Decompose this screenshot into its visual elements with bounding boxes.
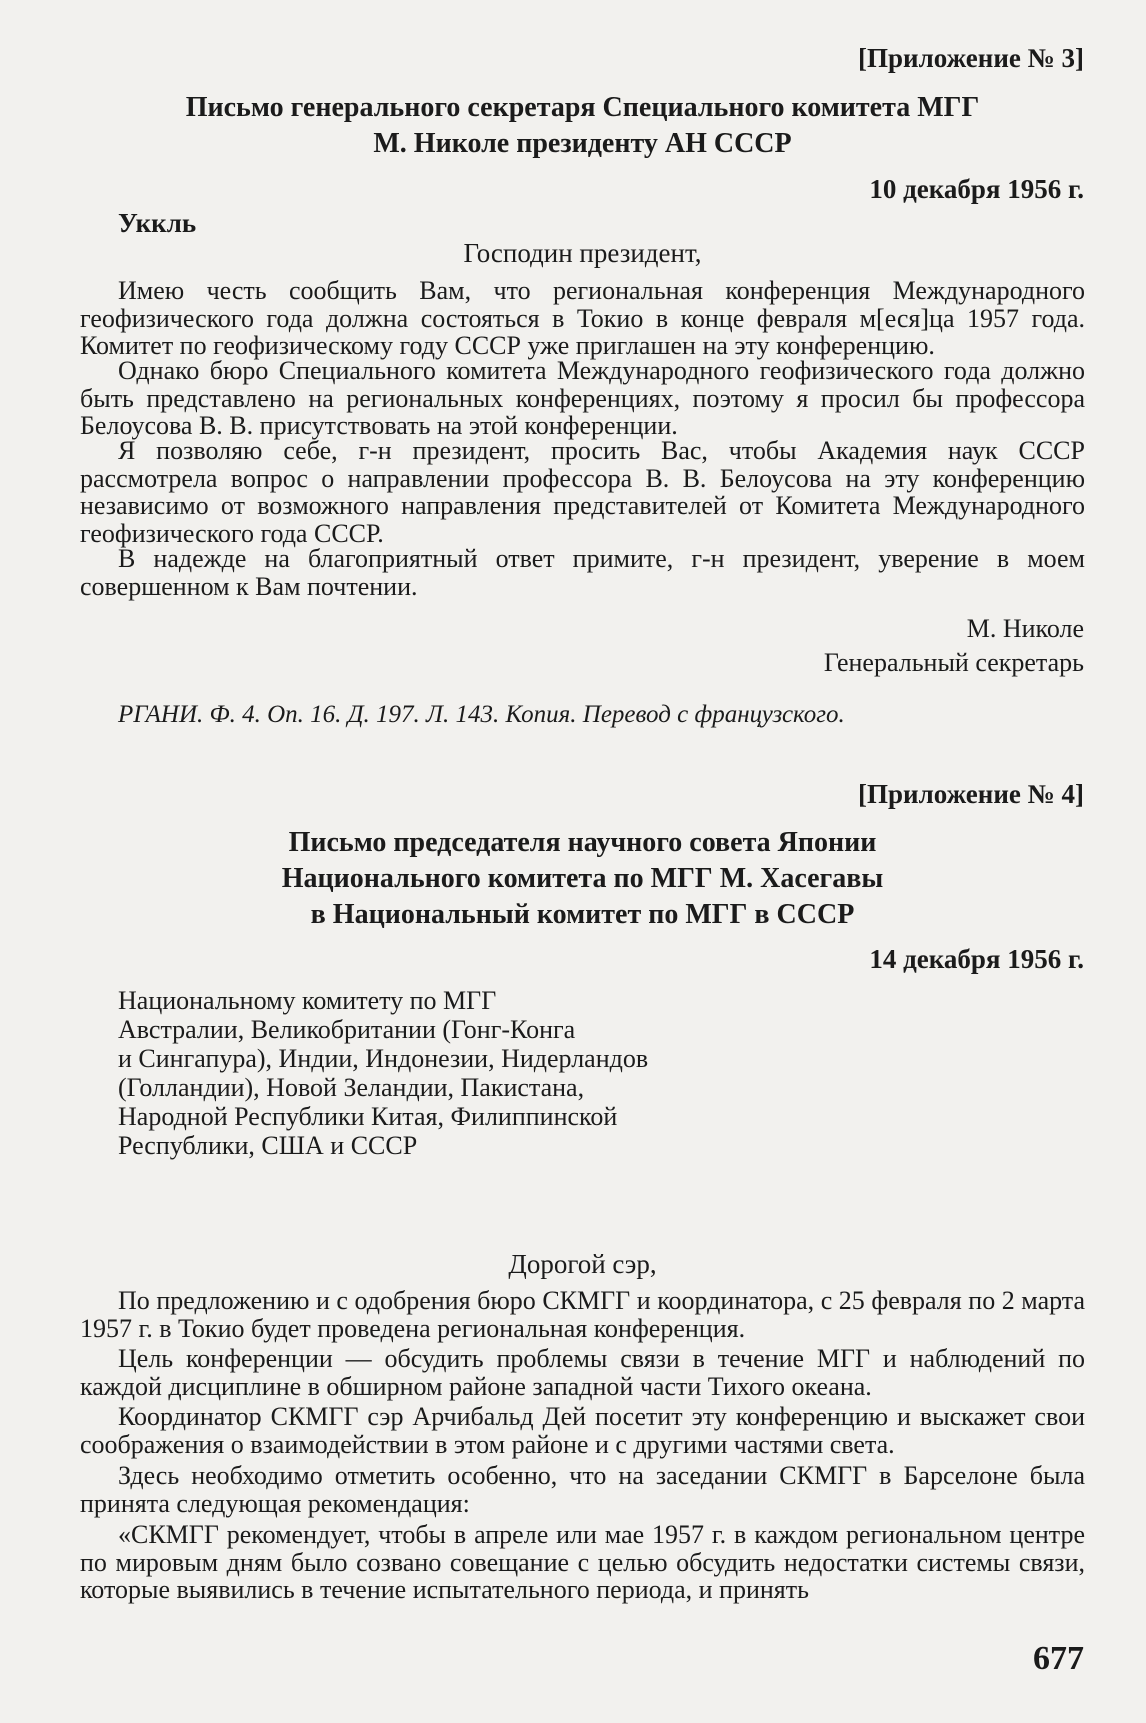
appendix-3-source-note: РГАНИ. Ф. 4. Оп. 16. Д. 197. Л. 143. Копия. Перевод с французского. <box>118 701 845 728</box>
appendix-4-paragraph: «СКМГГ рекомендует, чтобы в апреле или мае 1957 г. в каждом региональном центре по мировым дням было созвано совещание с целью обсудить недостатки системы связи, которые выявились в течение испытательного периода, и принять <box>80 1520 1085 1604</box>
appendix-3-title-line: Письмо генерального секретаря Специального комитета МГГ <box>185 92 980 123</box>
appendix-3-paragraph: В надежде на благоприятный ответ примите, г-н президент, уверение в моем совершенном к Вам почтении. <box>80 544 1085 601</box>
appendix-3-place: Уккль <box>118 208 197 238</box>
appendix-4-label: [Приложение № 4] <box>858 779 1084 809</box>
addressee-line: Народной Республики Китая, Филиппинской <box>118 1102 618 1131</box>
appendix-3-greeting: Господин президент, <box>463 238 702 268</box>
appendix-3-date: 10 декабря 1956 г. <box>869 174 1084 204</box>
appendix-4-title-line: в Национальный комитет по МГГ в СССР <box>310 899 855 930</box>
appendix-3-title <box>80 90 1085 162</box>
appendix-4-title-line: Национального комитета по МГГ М. Хасегавы <box>281 863 884 894</box>
appendix-4-title <box>80 825 1085 933</box>
addressee-line: и Сингапура), Индии, Индонезии, Нидерландов <box>118 1044 649 1073</box>
appendix-4-date: 14 декабря 1956 г. <box>869 944 1084 974</box>
appendix-3-paragraph: Однако бюро Специального комитета Международного геофизического года должно быть представлено на региональных конференциях, поэтому я просил бы профессора Белоусова В. В. присутствовать на этой конференции. <box>80 356 1085 440</box>
appendix-4-greeting: Дорогой сэр, <box>508 1249 657 1279</box>
appendix-3-paragraph: Я позволяю себе, г-н президент, просить Вас, чтобы Академия наук СССР рассмотрела вопрос о направлении профессора В. В. Белоусова на эту конференцию независимо от возможного направления представителей от Комитета Международного геофизического года СССР. <box>80 436 1085 548</box>
appendix-3-signature <box>824 612 1084 680</box>
appendix-4-paragraph: По предложению и с одобрения бюро СКМГГ и координатора, с 25 февраля по 2 марта 1957 г. в Токио будет проведена региональная конференция. <box>80 1286 1085 1343</box>
addressee-line: Национальному комитету по МГГ <box>118 986 497 1015</box>
appendix-4-paragraph: Здесь необходимо отметить особенно, что на заседании СКМГГ в Барселоне была принята следующая рекомендация: <box>80 1461 1085 1518</box>
appendix-4-addressee <box>118 986 648 1160</box>
addressee-line: Республики, США и СССР <box>118 1131 418 1160</box>
signature-title: Генеральный секретарь <box>823 648 1084 677</box>
appendix-3-label: [Приложение № 3] <box>858 43 1084 73</box>
appendix-4-title-line: Письмо председателя научного совета Японии <box>288 827 877 858</box>
addressee-line: Австралии, Великобритании (Гонг-Конга <box>118 1015 576 1044</box>
page-number: 677 <box>1033 1640 1084 1677</box>
appendix-4-paragraph: Цель конференции — обсудить проблемы связи в течение МГГ и наблюдений по каждой дисциплине в обширном районе западной части Тихого океана. <box>80 1344 1085 1401</box>
signature-name: М. Николе <box>966 614 1084 643</box>
addressee-line: (Голландии), Новой Зеландии, Пакистана, <box>118 1073 585 1102</box>
appendix-3-paragraph: Имею честь сообщить Вам, что региональная конференция Международного геофизического года должна состояться в Токио в конце февраля м[еся]ца 1957 года. Комитет по геофизическому году СССР уже приглашен на эту конференцию. <box>80 276 1085 360</box>
appendix-3-title-line: М. Николе президенту АН СССР <box>373 128 792 159</box>
appendix-4-paragraph: Координатор СКМГГ сэр Арчибальд Дей посетит эту конференцию и выскажет свои соображения о взаимодействии в этом районе и с другими частями света. <box>80 1402 1085 1459</box>
